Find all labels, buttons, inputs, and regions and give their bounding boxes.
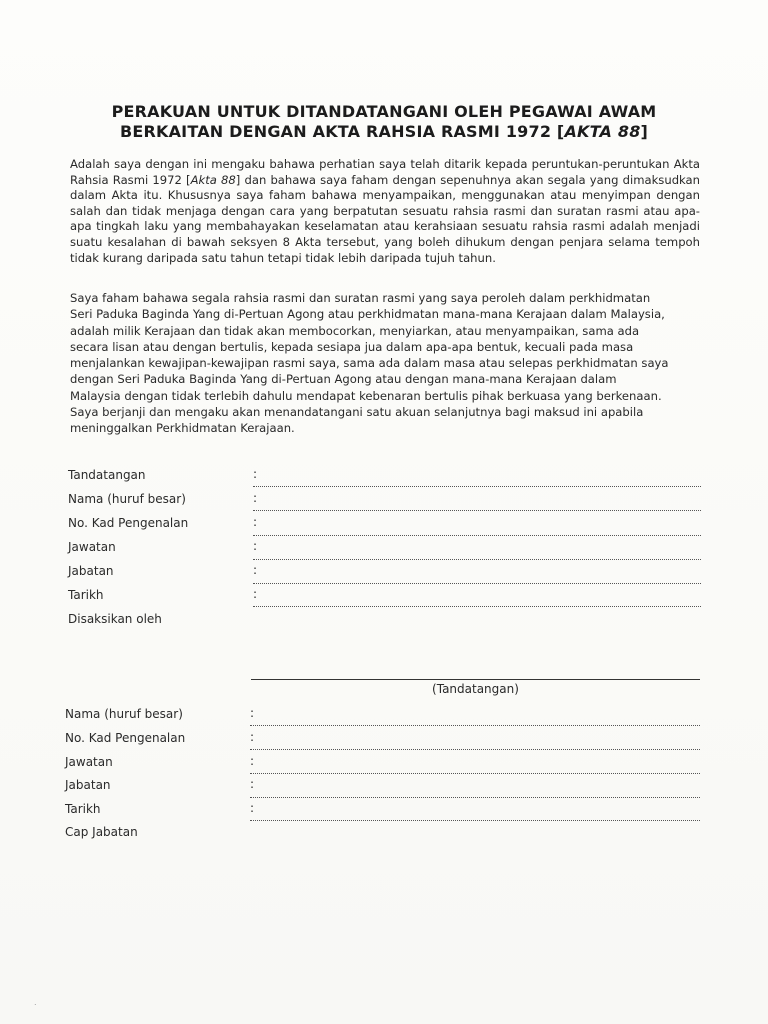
field-colon: : [253,515,258,529]
signature-label: Tandatangan [68,468,146,482]
paragraph-2-line: meninggalkan Perkhidmatan Kerajaan. [70,421,295,436]
witness-name-label: Nama (huruf besar) [65,707,183,721]
department-label: Jabatan [68,564,114,578]
title-prefix: BERKAITAN DENGAN AKTA RAHSIA RASMI 1972 [ [119,122,565,141]
paragraph-2-line: Malaysia dengan tidak terlebih dahulu mendapat kebenaran bertulis pihak berkuasa yang berkenaan. [70,388,662,403]
witness-position-label: Jawatan [65,755,113,769]
department-stamp-label: Cap Jabatan [65,825,138,839]
form-title-line-1: PERAKUAN UNTUK DITANDATANGANI OLEH PEGAWAI AWAM [111,102,657,121]
scan-speck: . [34,998,37,1007]
ic-number-label: No. Kad Pengenalan [68,516,189,530]
paragraph-1-act-ref: Akta 88 [190,172,236,187]
witness-signature-line[interactable] [251,679,700,680]
field-colon: : [253,587,258,601]
paragraph-2-line: Saya faham bahawa segala rahsia rasmi dan suratan rasmi yang saya peroleh dalam perkhidmatan [70,291,651,305]
field-colon: : [253,563,258,577]
name-field[interactable] [253,510,701,511]
paragraph-2-line: adalah milik Kerajaan dan tidak akan membocorkan, menyiarkan, atau menyampaikan, sama ada [70,323,640,338]
ic-number-field[interactable] [253,535,701,536]
witness-department-field[interactable] [250,797,700,798]
witness-department-label: Jabatan [65,778,111,792]
field-colon: : [253,467,258,481]
witness-date-field[interactable] [250,820,700,821]
field-colon: : [250,706,255,720]
witness-ic-number-field[interactable] [250,749,700,750]
witness-signature-caption: (Tandatangan) [432,682,519,696]
witness-ic-number-label: No. Kad Pengenalan [65,731,186,745]
paragraph-2-line: Seri Paduka Baginda Yang di-Pertuan Agong atau perkhidmatan mana-mana Kerajaan dalam Malaysia, [70,307,665,322]
position-field[interactable] [253,559,701,560]
field-colon: : [250,730,255,744]
paragraph-2-line: dengan Seri Paduka Baginda Yang di-Pertuan Agong atau dengan mana-mana Kerajaan dalam [70,372,617,387]
declaration-paragraph-1 [70,157,700,266]
form-title-line-2 [60,121,708,143]
witness-name-field[interactable] [250,725,700,726]
declaration-paragraph-2 [70,290,700,437]
paragraph-1-rest: ] dan bahawa saya faham dengan sepenuhnya akan segala yang dimaksudkan dalam Akta itu. Khususnya saya faham bahawa menyampaikan, menggunakan atau menyimpan dengan salah dan tidak menjaga dengan cara yang berpatutan sesuatu rahsia rasmi dan suratan rasmi atau apa-apa tingkah laku yang membahayakan keselamatan atau kerahsiaan sesuatu rahsia rasmi adalah menjadi suatu kesalahan di bawah seksyen 8 Akta tersebut, yang boleh dihukum dengan penjara selama tempoh tidak kurang daripada satu tahun tetapi tidak lebih daripada tujuh tahun. [70,172,701,265]
title-act-number: AKTA 88 [564,122,641,141]
field-colon: : [250,777,255,791]
paragraph-1-start: Adalah saya dengan ini mengaku bahawa perhatian saya telah ditarik kepada peruntukan-peruntukan Akta Rahsia Rasmi 1972 [ [70,157,700,187]
field-colon: : [253,539,258,553]
title-suffix: ] [640,122,649,141]
name-label: Nama (huruf besar) [68,492,186,506]
paragraph-2-line: menjalankan kewajipan-kewajipan rasmi saya, sama ada dalam masa atau selepas perkhidmatan saya [70,356,669,371]
witness-date-label: Tarikh [65,802,101,816]
field-colon: : [250,754,255,768]
field-colon: : [253,491,258,505]
paragraph-2-line: secara lisan atau dengan bertulis, kepada sesiapa jua dalam apa-apa bentuk, kecuali pada masa [70,339,634,354]
witnessed-by-label: Disaksikan oleh [68,612,162,626]
department-field[interactable] [253,583,701,584]
date-field[interactable] [253,606,701,607]
date-label: Tarikh [68,588,104,602]
position-label: Jawatan [68,540,116,554]
witness-position-field[interactable] [250,773,700,774]
paragraph-2-line: Saya berjanji dan mengaku akan menandatangani satu akuan selanjutnya bagi maksud ini apabila [70,405,644,420]
signature-field[interactable] [253,486,701,487]
field-colon: : [250,801,255,815]
